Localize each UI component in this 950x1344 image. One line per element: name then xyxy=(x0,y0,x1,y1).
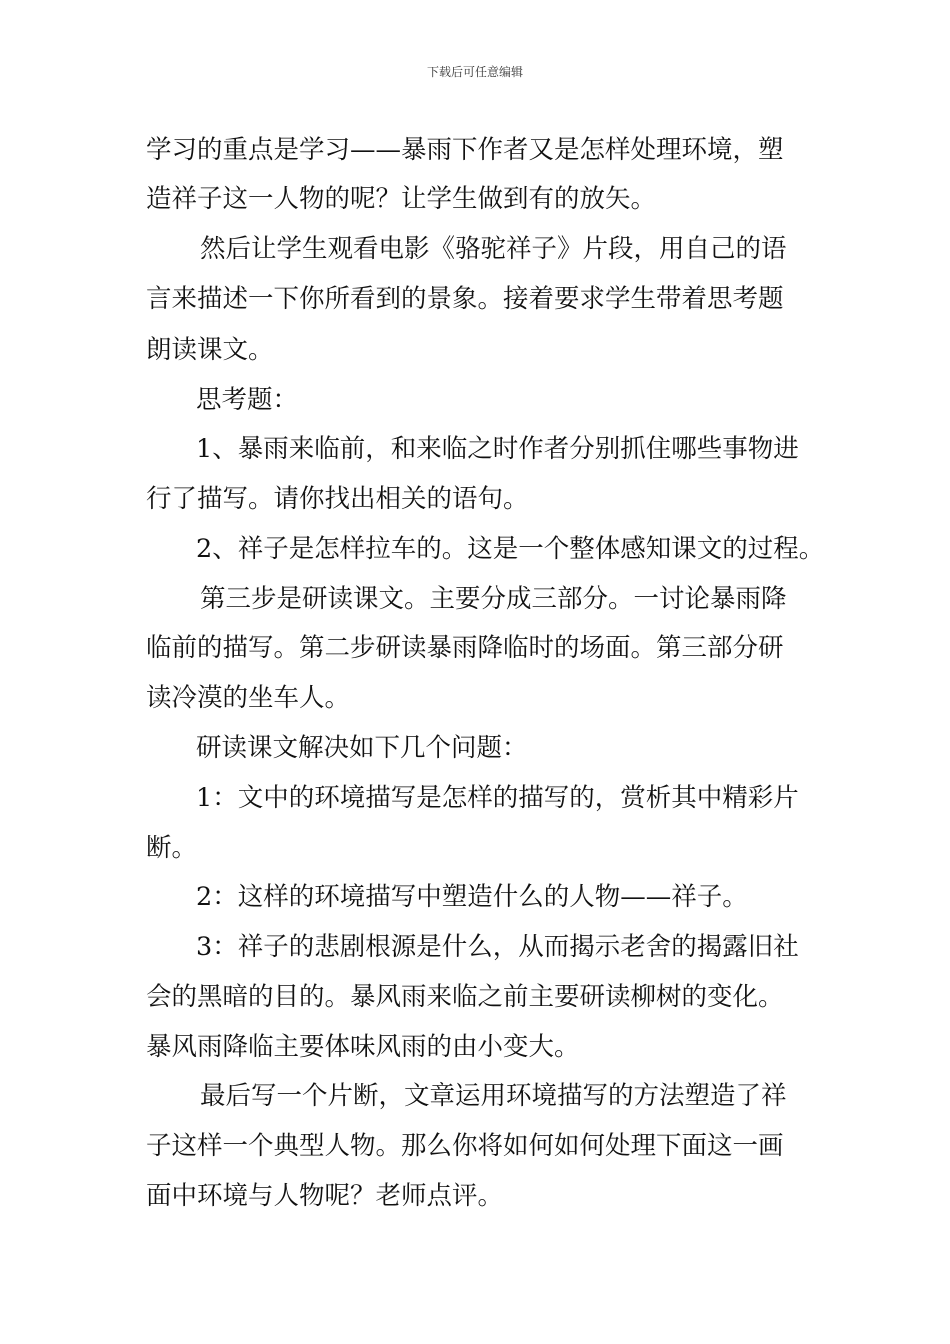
body-line: 朗读课文。 xyxy=(146,335,274,365)
body-line: 然后让学生观看电影《骆驼祥子》片段，用自己的语 xyxy=(200,234,787,264)
body-line: 会的黑暗的目的。暴风雨来临之前主要研读柳树的变化。 xyxy=(146,982,784,1012)
body-line: 断。 xyxy=(146,833,198,863)
body-line: 子这样一个典型人物。那么你将如何如何处理下面这一画 xyxy=(146,1131,784,1161)
body-line: 行了描写。请你找出相关的语句。 xyxy=(146,484,529,514)
page-header: 下载后可任意编辑 xyxy=(426,65,523,79)
body-line: 1、暴雨来临前，和来临之时作者分别抓住哪些事物进 xyxy=(196,434,799,464)
body-line: 读冷漠的坐车人。 xyxy=(146,683,351,713)
body-line: 研读课文解决如下几个问题： xyxy=(196,733,528,763)
body-line: 最后写一个片断，文章运用环境描写的方法塑造了祥 xyxy=(200,1081,787,1111)
body-line: 第三步是研读课文。主要分成三部分。一讨论暴雨降 xyxy=(200,584,787,614)
body-line: 言来描述一下你所看到的景象。接着要求学生带着思考题 xyxy=(146,284,784,314)
body-line: 面中环境与人物呢？老师点评。 xyxy=(146,1181,504,1211)
body-line: 1：文中的环境描写是怎样的描写的，赏析其中精彩片 xyxy=(196,783,799,813)
body-line: 2、祥子是怎样拉车的。这是一个整体感知课文的过程。 xyxy=(196,534,825,564)
body-line: 3：祥子的悲剧根源是什么，从而揭示老舍的揭露旧社 xyxy=(196,932,799,962)
body-line: 临前的描写。第二步研读暴雨降临时的场面。第三部分研 xyxy=(146,633,784,663)
body-line: 学习的重点是学习——暴雨下作者又是怎样处理环境，塑 xyxy=(146,135,784,165)
body-line: 暴风雨降临主要体味风雨的由小变大。 xyxy=(146,1032,580,1062)
body-line: 2：这样的环境描写中塑造什么的人物——祥子。 xyxy=(196,882,748,912)
body-line: 思考题： xyxy=(196,385,299,415)
body-line: 造祥子这一人物的呢？让学生做到有的放矢。 xyxy=(146,184,657,214)
